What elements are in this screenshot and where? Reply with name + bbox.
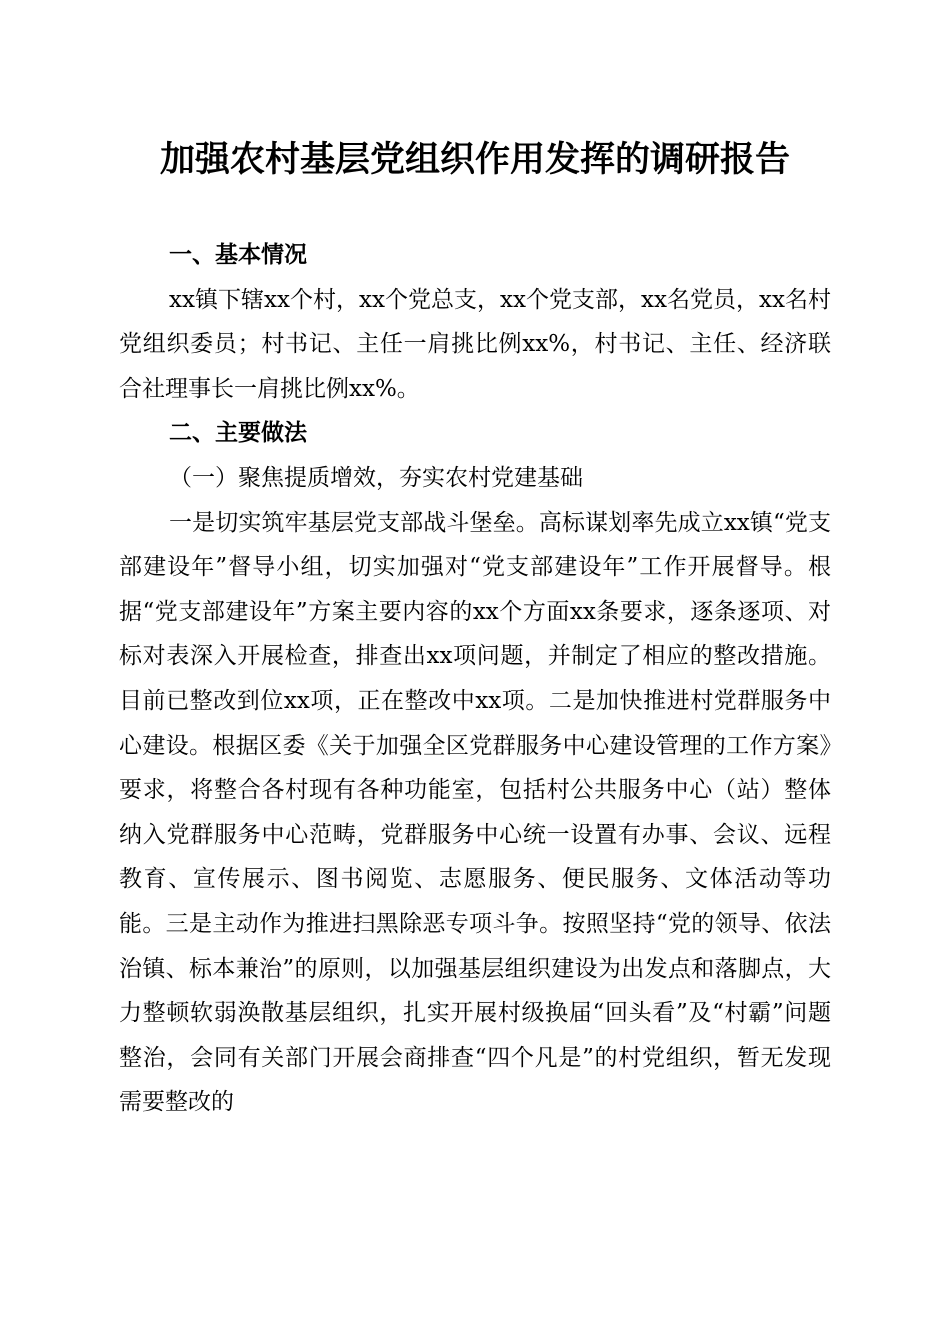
document-body bbox=[119, 233, 831, 1125]
section-heading-basic-situation: 一、基本情况 bbox=[169, 242, 307, 268]
document-title: 加强农村基层党组织作用发挥的调研报告 bbox=[159, 139, 790, 180]
paragraph-basic-situation: xx镇下辖xx个村，xx个党总支，xx个党支部，xx名党员，xx名村党组织委员；村书记、主任一肩挑比例xx%，村书记、主任、经济联合社理事长一肩挑比例xx%。 bbox=[119, 286, 831, 402]
subsection-heading-1: （一）聚焦提质增效，夯实农村党建基础 bbox=[169, 464, 583, 491]
paragraph-main-practices: 一是切实筑牢基层党支部战斗堡垒。高标谋划率先成立xx镇“党支部建设年”督导小组，切实加强对“党支部建设年”工作开展督导。根据“党支部建设年”方案主要内容的xx个方面xx条要求，逐条逐项、对标对表深入开展检查，排查出xx项问题，并制定了相应的整改措施。目前已整改到位xx项，正在整改中xx项。二是加快推进村党群服务中心建设。根据区委《关于加强全区党群服务中心建设管理的工作方案》要求，将整合各村现有各种功能室，包括村公共服务中心（站）整体纳入党群服务中心范畴，党群服务中心统一设置有办事、会议、远程教育、宣传展示、图书阅览、志愿服务、便民服务、文体活动等功能。三是主动作为推进扫黑除恶专项斗争。按照坚持“党的领导、依法治镇、标本兼治”的原则，以加强基层组织建设为出发点和落脚点，大力整顿软弱涣散基层组织，扎实开展村级换届“回头看”及“村霸”问题整治，会同有关部门开展会商排查“四个凡是”的村党组织，暂无发现需要整改的 bbox=[119, 509, 831, 1116]
section-heading-main-practices: 二、主要做法 bbox=[169, 420, 307, 447]
